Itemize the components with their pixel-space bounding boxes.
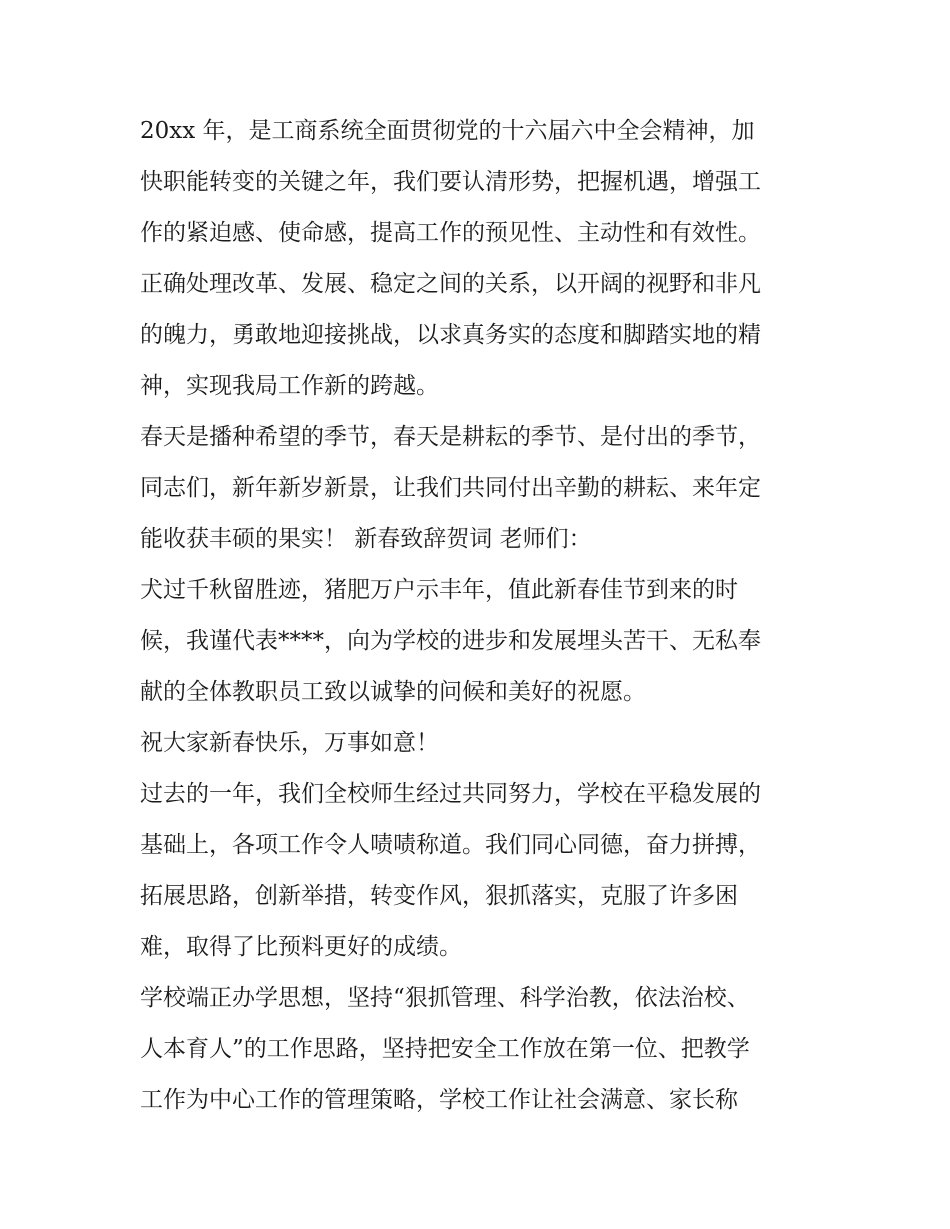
text-line: 献的全体教职员工致以诚挚的问候和美好的祝愿。 (140, 679, 646, 705)
text-line: 拓展思路，创新举措，转变作风，狠抓落实，克服了许多困 (140, 883, 738, 909)
text-line: 快职能转变的关键之年，我们要认清形势，把握机遇，增强工 (140, 169, 761, 195)
text-line: 候，我谨代表****，向为学校的进步和发展埋头苦干、无私奉 (140, 628, 761, 654)
text-line: 春天是播种希望的季节，春天是耕耘的季节、是付出的季节， (140, 424, 761, 450)
text-line: 基础上，各项工作令人啧啧称道。我们同心同德，奋力拼搏， (140, 832, 761, 858)
text-line: 作的紧迫感、使命感，提高工作的预见性、主动性和有效性。 (140, 220, 761, 246)
text-line: 工作为中心工作的管理策略，学校工作让社会满意、家长称 (140, 1087, 738, 1113)
text-line: 能收获丰硕的果实！ 新春致辞贺词 老师们： (140, 526, 592, 552)
text-line: 的魄力，勇敢地迎接挑战，以求真务实的态度和脚踏实地的精 (140, 322, 761, 348)
text-line: 正确处理改革、发展、稳定之间的关系，以开阔的视野和非凡 (140, 271, 761, 297)
text-line: 祝大家新春快乐，万事如意！ (140, 730, 439, 756)
text-line: 学校端正办学思想，坚持“狠抓管理、科学治教，依法治校、 (140, 985, 750, 1011)
body-text (140, 106, 820, 1126)
text-line: 神，实现我局工作新的跨越。 (140, 373, 439, 399)
text-line: 犬过千秋留胜迹，猪肥万户示丰年，值此新春佳节到来的时 (140, 577, 738, 603)
text-line: 同志们，新年新岁新景，让我们共同付出辛勤的耕耘、来年定 (140, 475, 761, 501)
text-line: 难，取得了比预料更好的成绩。 (140, 934, 462, 960)
text-line: 20xx 年，是工商系统全面贯彻党的十六届六中全会精神，加 (140, 118, 755, 144)
text-line: 过去的一年，我们全校师生经过共同努力，学校在平稳发展的 (140, 781, 761, 807)
text-line: 人本育人”的工作思路，坚持把安全工作放在第一位、把教学 (140, 1036, 750, 1062)
